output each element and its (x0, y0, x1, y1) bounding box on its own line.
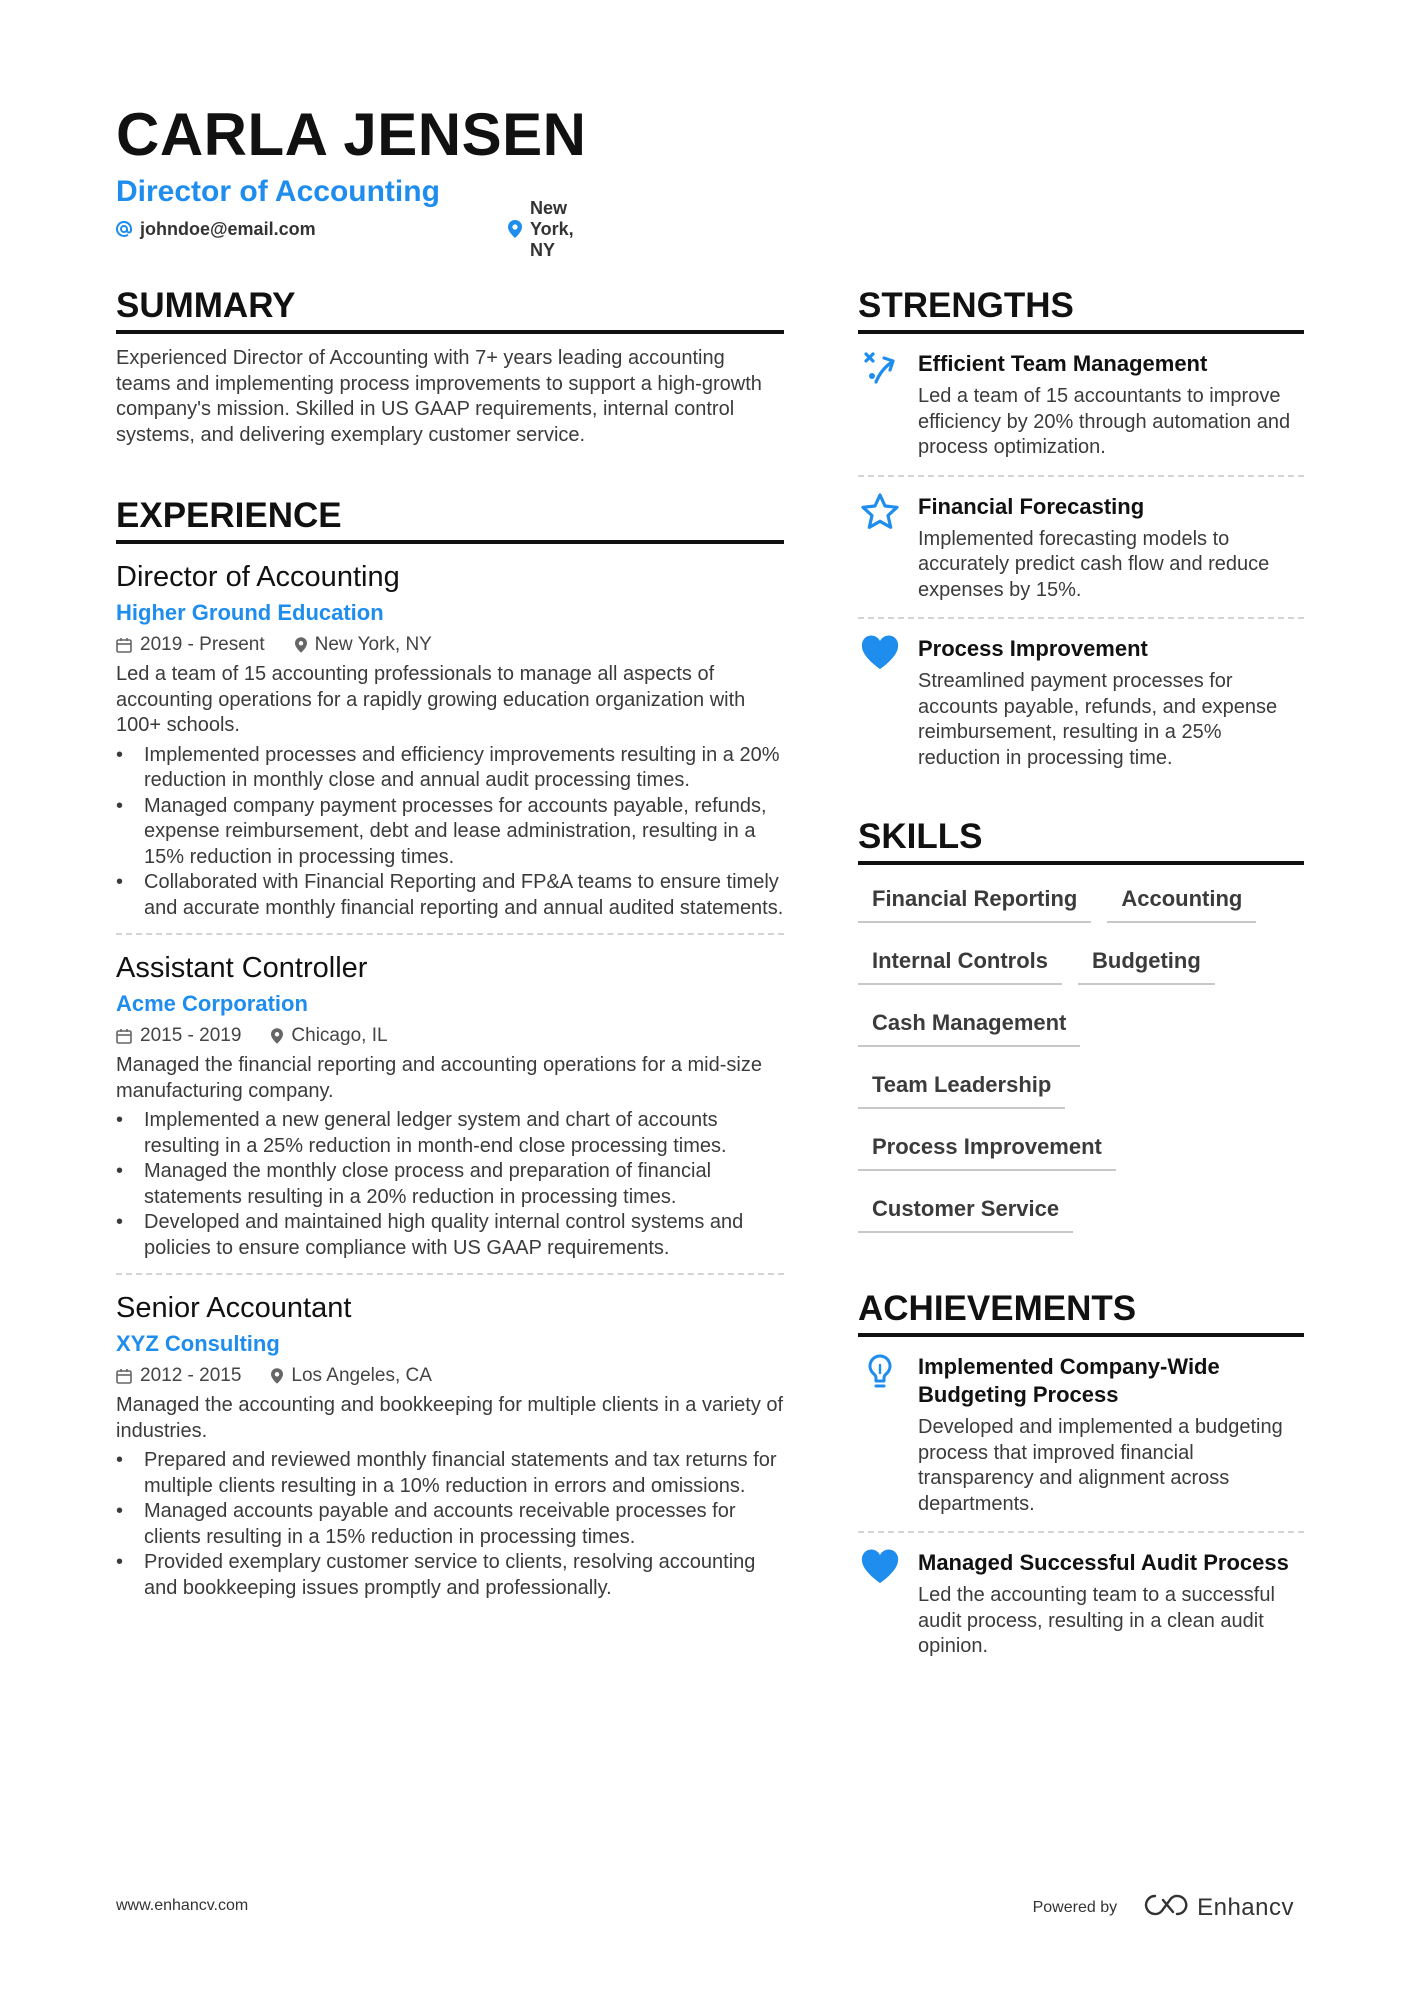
job-location (295, 632, 432, 658)
calendar-icon (116, 1368, 132, 1384)
strategy-icon (858, 350, 902, 461)
contact-row (116, 197, 574, 260)
location-text: New York, NY (530, 197, 574, 260)
strength-description: Streamlined payment processes for accounts payable, refunds, and expense reimbursement, resulting in a 25% reduction in processing time. (918, 670, 1278, 769)
job-title: Senior Accountant (116, 1292, 352, 1324)
job-bullet: • Provided exemplary customer service to clients, resolving accounting and bookkeeping issues promptly and professionally. (116, 1550, 784, 1601)
job-meta (116, 1023, 784, 1049)
job-title: Assistant Controller (116, 952, 368, 984)
map-pin-icon (295, 637, 307, 653)
summary-text: Experienced Director of Accounting with 7+ years leading accounting teams and implementing process improvements to support a high-growth company's mission. Skilled in US GAAP requirements, internal control systems, and delivering exemplary customer service. (116, 347, 762, 446)
at-icon (116, 221, 132, 237)
job-title: Director of Accounting (116, 561, 400, 593)
email-text: johndoe@email.com (140, 218, 316, 239)
strengths-heading: STRENGTHS (858, 284, 1304, 334)
company-name: XYZ Consulting (116, 1331, 280, 1356)
job-description: Managed the accounting and bookkeeping for multiple clients in a variety of industries. (116, 1394, 784, 1442)
job-dates-text: 2015 - 2019 (140, 1025, 242, 1046)
strength-title: Efficient Team Management (918, 351, 1208, 376)
experience-heading: EXPERIENCE (116, 494, 784, 544)
job-bullet: • Managed company payment processes for accounts payable, refunds, expense reimbursement, debt and lease administration, resulting in a 15% reduction in processing times. (116, 794, 784, 871)
skill-tag: Financial Reporting (858, 877, 1091, 923)
achievements-heading: ACHIEVEMENTS (858, 1287, 1304, 1337)
strength-body (918, 635, 1304, 771)
job-dates (116, 1023, 241, 1049)
strength-title: Process Improvement (918, 636, 1148, 661)
strength-description: Led a team of 15 accountants to improve efficiency by 20% through automation and process optimization. (918, 385, 1291, 458)
achievement-description: Led the accounting team to a successful audit process, resulting in a clean audit opinion. (918, 1584, 1275, 1657)
achievement-title: Managed Successful Audit Process (918, 1550, 1289, 1575)
skill-tag: Accounting (1107, 877, 1256, 923)
company-name: Higher Ground Education (116, 600, 384, 625)
achievement-description: Developed and implemented a budgeting process that improved financial transparency and alignment across departments. (918, 1416, 1283, 1515)
job-bullet: • Implemented processes and efficiency improvements resulting in a 20% reduction in monthly close and annual audit processing times. (116, 743, 784, 794)
brand-name: Enhancv (1197, 1893, 1294, 1921)
left-column (116, 284, 784, 1613)
job-bullet: • Managed accounts payable and accounts receivable processes for clients resulting in a 15% reduction in processing times. (116, 1499, 784, 1550)
calendar-icon (116, 637, 132, 653)
skill-tag: Team Leadership (858, 1063, 1065, 1109)
skills-list (858, 865, 1304, 1249)
job-description: Led a team of 15 accounting professionals to manage all aspects of accounting operations for a rapidly growing education organization with 100+ schools. (116, 663, 746, 736)
skills-heading: SKILLS (858, 815, 1304, 865)
job-location-text: Los Angeles, CA (291, 1365, 432, 1386)
summary-section (116, 284, 784, 448)
job-meta (116, 632, 784, 658)
strength-body (918, 493, 1304, 604)
job-dates-text: 2019 - Present (140, 634, 265, 655)
achievements-section (858, 1287, 1304, 1674)
job-bullet: • Managed the monthly close process and preparation of financial statements resulting in a 20% reduction in processing times. (116, 1159, 784, 1210)
strength-item (858, 334, 1304, 477)
job-bullet: • Implemented a new general ledger system and chart of accounts resulting in a 25% reduction in month-end close processing times. (116, 1108, 784, 1159)
map-pin-icon (508, 220, 522, 238)
map-pin-icon (271, 1368, 283, 1384)
achievement-body (918, 1353, 1304, 1517)
strengths-section (858, 284, 1304, 785)
job-dates (116, 632, 265, 658)
star-icon (858, 493, 902, 604)
achievement-title: Implemented Company-Wide Budgeting Process (918, 1354, 1220, 1407)
skill-tag: Internal Controls (858, 939, 1062, 985)
skills-section (858, 815, 1304, 1249)
strength-body (918, 350, 1304, 461)
summary-heading: SUMMARY (116, 284, 784, 334)
footer-website[interactable]: www.enhancv.com (116, 1897, 249, 1914)
heart-icon (858, 635, 902, 771)
skill-tag: Budgeting (1078, 939, 1215, 985)
job-description: Managed the financial reporting and accounting operations for a mid-size manufacturing company. (116, 1054, 762, 1102)
candidate-title: Director of Accounting (116, 175, 440, 208)
job-bullet: • Collaborated with Financial Reporting and FP&A teams to ensure timely and accurate monthly financial reporting and annual audited statements. (116, 870, 784, 921)
job-bullets (116, 1448, 784, 1601)
strength-description: Implemented forecasting models to accurately predict cash flow and reduce expenses by 15%. (918, 527, 1270, 601)
strength-item (858, 477, 1304, 620)
calendar-icon (116, 1028, 132, 1044)
candidate-name: CARLA JENSEN (116, 101, 587, 168)
job-location (271, 1023, 387, 1049)
job-bullets (116, 743, 784, 922)
job-entry (116, 544, 784, 935)
map-pin-icon (271, 1028, 283, 1044)
lightbulb-icon (858, 1353, 902, 1517)
footer-branding (1033, 1892, 1294, 1923)
right-column (858, 284, 1304, 1674)
achievement-body (918, 1549, 1304, 1660)
enhancv-logo-icon (1143, 1892, 1189, 1923)
achievement-item (858, 1337, 1304, 1533)
job-dates-text: 2012 - 2015 (140, 1365, 242, 1386)
company-name: Acme Corporation (116, 991, 308, 1016)
experience-section (116, 494, 784, 1613)
email-contact (116, 219, 316, 240)
job-dates (116, 1363, 241, 1389)
powered-by-text: Powered by (1032, 1898, 1118, 1916)
job-entry (116, 1275, 784, 1613)
skill-tag: Cash Management (858, 1001, 1080, 1047)
job-entry (116, 935, 784, 1275)
achievement-item (858, 1533, 1304, 1674)
job-location-text: New York, NY (314, 634, 432, 655)
heart-icon (858, 1549, 902, 1660)
job-bullets (116, 1108, 784, 1261)
skill-tag: Customer Service (858, 1187, 1073, 1233)
job-bullet: • Developed and maintained high quality internal control systems and policies to ensure compliance with US GAAP requirements. (116, 1210, 784, 1261)
strength-item (858, 619, 1304, 785)
job-location (271, 1363, 431, 1389)
location-contact (508, 197, 574, 260)
skill-tag: Process Improvement (858, 1125, 1116, 1171)
job-bullet: • Prepared and reviewed monthly financial statements and tax returns for multiple clients resulting in a 10% reduction in errors and omissions. (116, 1448, 784, 1499)
job-meta (116, 1363, 784, 1389)
strength-title: Financial Forecasting (918, 493, 1145, 519)
job-location-text: Chicago, IL (291, 1025, 388, 1046)
